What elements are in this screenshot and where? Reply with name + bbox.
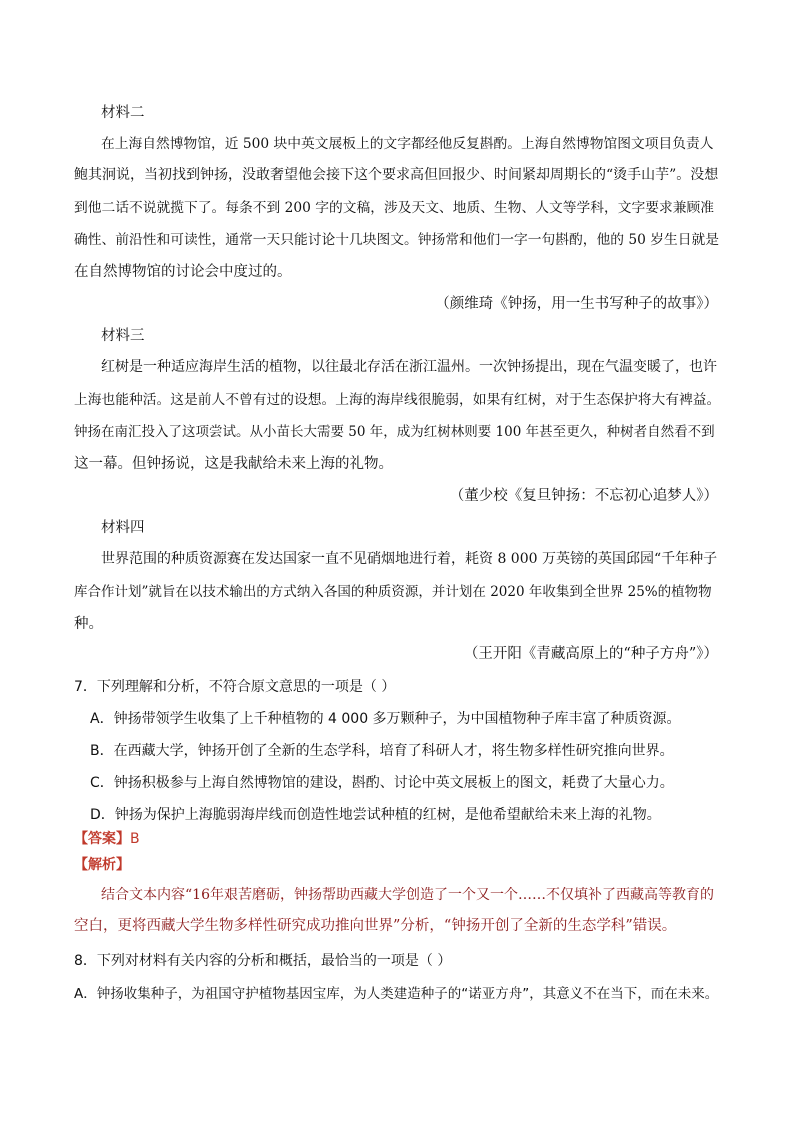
material4-line-3: 种。 — [74, 616, 103, 632]
question-8-option-a: A．钟扬收集种子，为祖国守护植物基因宝库，为人类建造种子的“诺亚方舟”，其意义不在当下，而在未来。 — [74, 986, 719, 1002]
question-7-option-b: B．在西藏大学，钟扬开创了全新的生态学科，培育了科研人才，将生物多样性研究推向世界。 — [90, 743, 674, 759]
material3-source: （董少校《复旦钟扬：不忘初心追梦人》） — [449, 488, 718, 504]
question-7-option-d: D．钟扬为保护上海脆弱海岸线而创造性地尝试种植的红树，是他希望献给未来上海的礼物。 — [90, 807, 661, 823]
material3-line-2: 上海也能种活。这是前人不曾有过的设想。上海的海岸线很脆弱，如果有红树，对于生态保护将大有裨益。 — [74, 392, 721, 408]
answer-value: B — [130, 831, 140, 847]
answer-tag: 【答案】 — [74, 831, 130, 847]
material4-line-1: 世界范围的种质资源赛在发达国家一直不见硝烟地进行着，耗资 8 000 万英镑的英国邱园“千年种子 — [101, 551, 718, 567]
material3-heading: 材料三 — [101, 328, 145, 344]
question-8-stem: 8．下列对材料有关内容的分析和概括，最恰当的一项是（ ） — [74, 953, 452, 969]
material2-source: （颜维琦《钟扬，用一生书写种子的故事》） — [435, 296, 718, 312]
material2-line-2: 鲍其泂说，当初找到钟扬，没敢奢望他会接下这个要求高但回报少、时间紧却周期长的“烫手山芋”。没想 — [74, 167, 719, 183]
question-7-stem: 7．下列理解和分析，不符合原文意思的一项是（ ） — [74, 679, 396, 695]
material2-line-4: 确性、前沿性和可读性，通常一天只能讨论十几块图文。钟扬常和他们一字一句斟酌，他的 50 岁生日就是 — [74, 232, 719, 248]
material2-line-1: 在上海自然博物馆，近 500 块中英文展板上的文字都经他反复斟酌。上海自然博物馆图文项目负责人 — [101, 136, 714, 152]
material2-line-3: 到他二话不说就揽下了。每条不到 200 字的文稿，涉及天文、地质、生物、人文等学科，文字要求兼顾准 — [74, 200, 714, 216]
question-7-option-a: A．钟扬带领学生收集了上千种植物的 4 000 多万颗种子，为中国植物种子库丰富了种质资源。 — [90, 711, 681, 727]
analysis-tag: 【解析】 — [74, 857, 130, 873]
material3-line-3: 钟扬在南汇投入了这项尝试。从小苗长大需要 50 年，成为红树林则要 100 年甚至更久，种树者自然看不到 — [74, 424, 715, 440]
material4-line-2: 库合作计划”就旨在以技术输出的方式纳入各国的种质资源，并计划在 2020 年收集到全世界 25%的植物物 — [74, 584, 712, 600]
material2-line-5: 在自然博物馆的讨论会中度过的。 — [74, 264, 292, 280]
material3-line-4: 这一幕。但钟扬说，这是我献给未来上海的礼物。 — [74, 456, 393, 472]
material4-heading: 材料四 — [101, 520, 145, 536]
material4-source: （王开阳《青藏高原上的“种子方舟”》） — [463, 646, 718, 662]
material2-heading: 材料二 — [101, 105, 145, 121]
material3-line-1: 红树是一种适应海岸生活的植物，以往最北存活在浙江温州。一次钟扬提出，现在气温变暖了，也许 — [101, 359, 717, 375]
analysis-line-2: 空白，更将西藏大学生物多样性研究成功推向世界”分析，“钟扬开创了全新的生态学科”错误。 — [74, 918, 677, 934]
analysis-line-1: 结合文本内容“16年艰苦磨砺，钟扬帮助西藏大学创造了一个又一个……不仅填补了西藏高等教育的 — [101, 887, 714, 903]
answer-label — [74, 828, 140, 848]
question-7-option-c: C．钟扬积极参与上海自然博物馆的建设，斟酌、讨论中英文展板上的图文，耗费了大量心力。 — [90, 775, 674, 791]
